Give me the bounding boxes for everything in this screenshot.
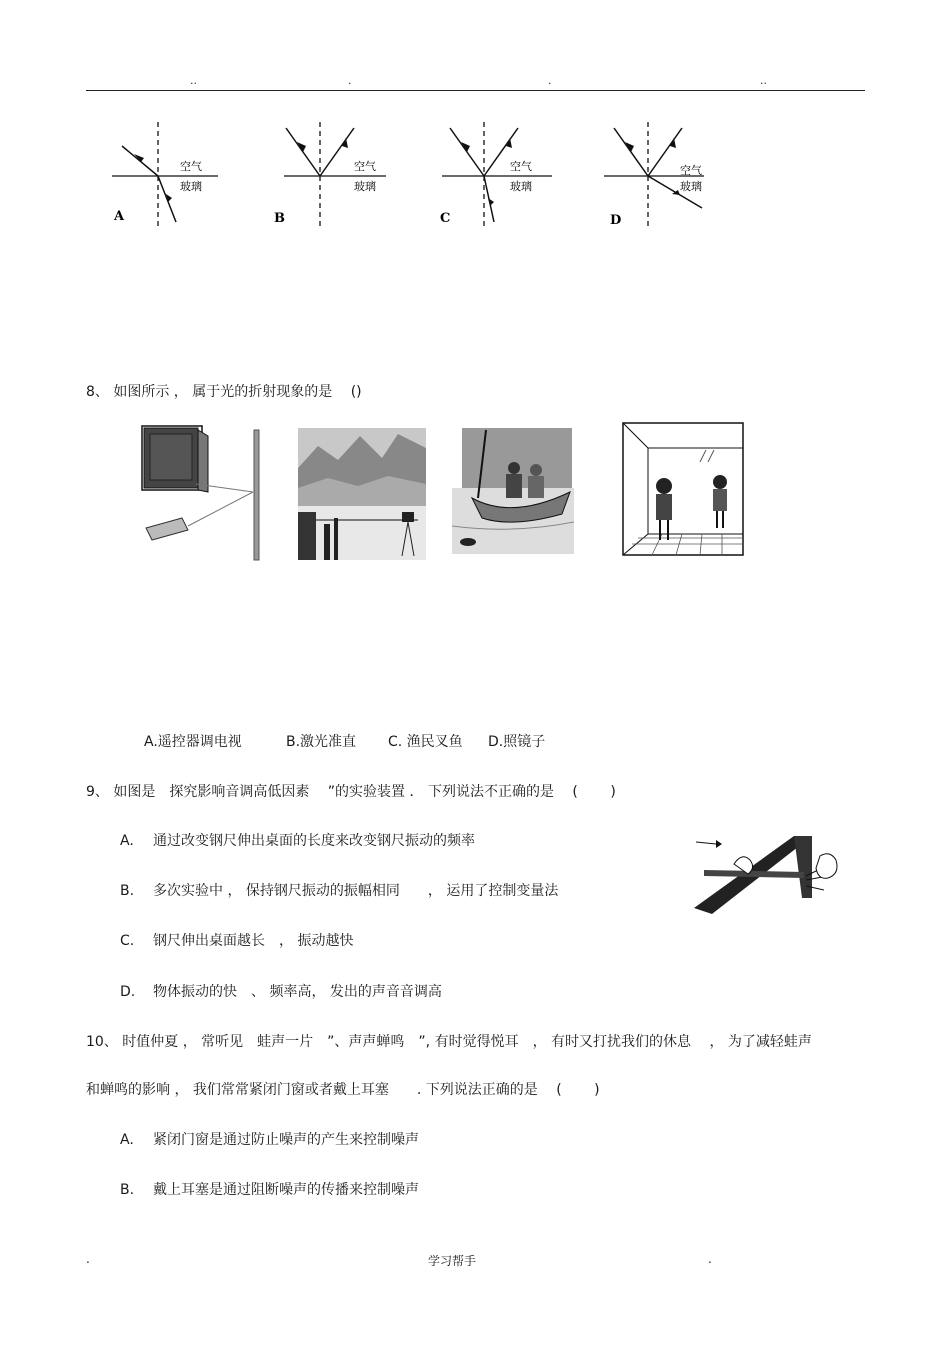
q9-option-letter-b: B. <box>120 883 135 899</box>
refraction-diagram-b <box>270 118 390 230</box>
header-dot: . <box>548 74 552 87</box>
q10-option-text-b: 戴上耳塞是通过阻断噪声的传播来控制噪声 <box>153 1182 419 1198</box>
air-label: 空气 <box>510 160 532 173</box>
footer-left: . <box>86 1252 90 1266</box>
refraction-diagram-c <box>436 118 556 230</box>
air-label: 空气 <box>354 160 376 173</box>
q10-option-text-a: 紧闭门窗是通过防止噪声的产生来控制噪声 <box>153 1132 419 1148</box>
q8-option-d: D.照镜子 <box>488 734 546 750</box>
option-letter: D <box>610 213 622 228</box>
q9-option-text-c: 钢尺伸出桌面越长 ， 振动越快 <box>153 933 354 949</box>
air-label: 空气 <box>680 164 702 177</box>
fisherman-picture <box>452 428 574 554</box>
header-rule <box>86 90 865 91</box>
footer-center: 学习帮手 <box>428 1254 477 1268</box>
q9-option-letter-a: A. <box>120 833 134 849</box>
q9-option-letter-d: D. <box>120 984 136 1000</box>
q9-option-text-d: 物体振动的快 、 频率高， 发出的声音音调高 <box>153 984 442 1000</box>
q8-option-a: A.遥控器调电视 <box>144 734 242 750</box>
air-label: 空气 <box>180 160 202 173</box>
q9-option-letter-c: C. <box>120 933 135 949</box>
q8-option-b: B.激光准直 <box>286 734 357 750</box>
refraction-diagram-d <box>600 118 710 230</box>
option-letter: B <box>274 211 285 226</box>
q8-stem: 8、 如图所示 ， 属于光的折射现象的是 () <box>86 384 362 400</box>
q10-option-letter-a: A. <box>120 1132 134 1148</box>
q9-option-text-a: 通过改变钢尺伸出桌面的长度来改变钢尺振动的频率 <box>153 833 475 849</box>
q9-option-text-b: 多次实验中 ， 保持钢尺振动的振幅相同 ， 运用了控制变量法 <box>153 883 559 899</box>
q10-stem-line1: 10、 时值仲夏 ， 常听见 蛙声一片 ”、声声蝉鸣 ”, 有时觉得悦耳 ， 有时又打扰我们的休息 ， 为了减轻蛙声 <box>86 1034 812 1050</box>
q10-option-letter-b: B. <box>120 1182 135 1198</box>
header-dot: . <box>348 74 352 87</box>
glass-label: 玻璃 <box>180 180 202 193</box>
ruler-table-picture <box>694 828 846 918</box>
q8-option-c: C. 渔民叉鱼 <box>388 734 463 750</box>
option-letter: C <box>440 211 451 226</box>
header-dot: .. <box>760 74 767 87</box>
mirror-picture <box>622 422 746 558</box>
glass-label: 玻璃 <box>354 180 376 193</box>
refraction-diagram-a <box>110 118 220 230</box>
option-letter: A <box>114 209 125 224</box>
q9-stem: 9、 如图是 探究影响音调高低因素 ”的实验装置 ． 下列说法不正确的是 ( ) <box>86 784 616 800</box>
footer-right: . <box>708 1252 712 1266</box>
glass-label: 玻璃 <box>510 180 532 193</box>
q10-stem-line2: 和蝉鸣的影响 ， 我们常常紧闭门窗或者戴上耳塞 . 下列说法正确的是 ( ) <box>86 1082 600 1098</box>
glass-label: 玻璃 <box>680 180 702 193</box>
laser-picture <box>298 428 426 560</box>
header-dot: .. <box>190 74 197 87</box>
tv-remote-picture <box>138 420 268 565</box>
